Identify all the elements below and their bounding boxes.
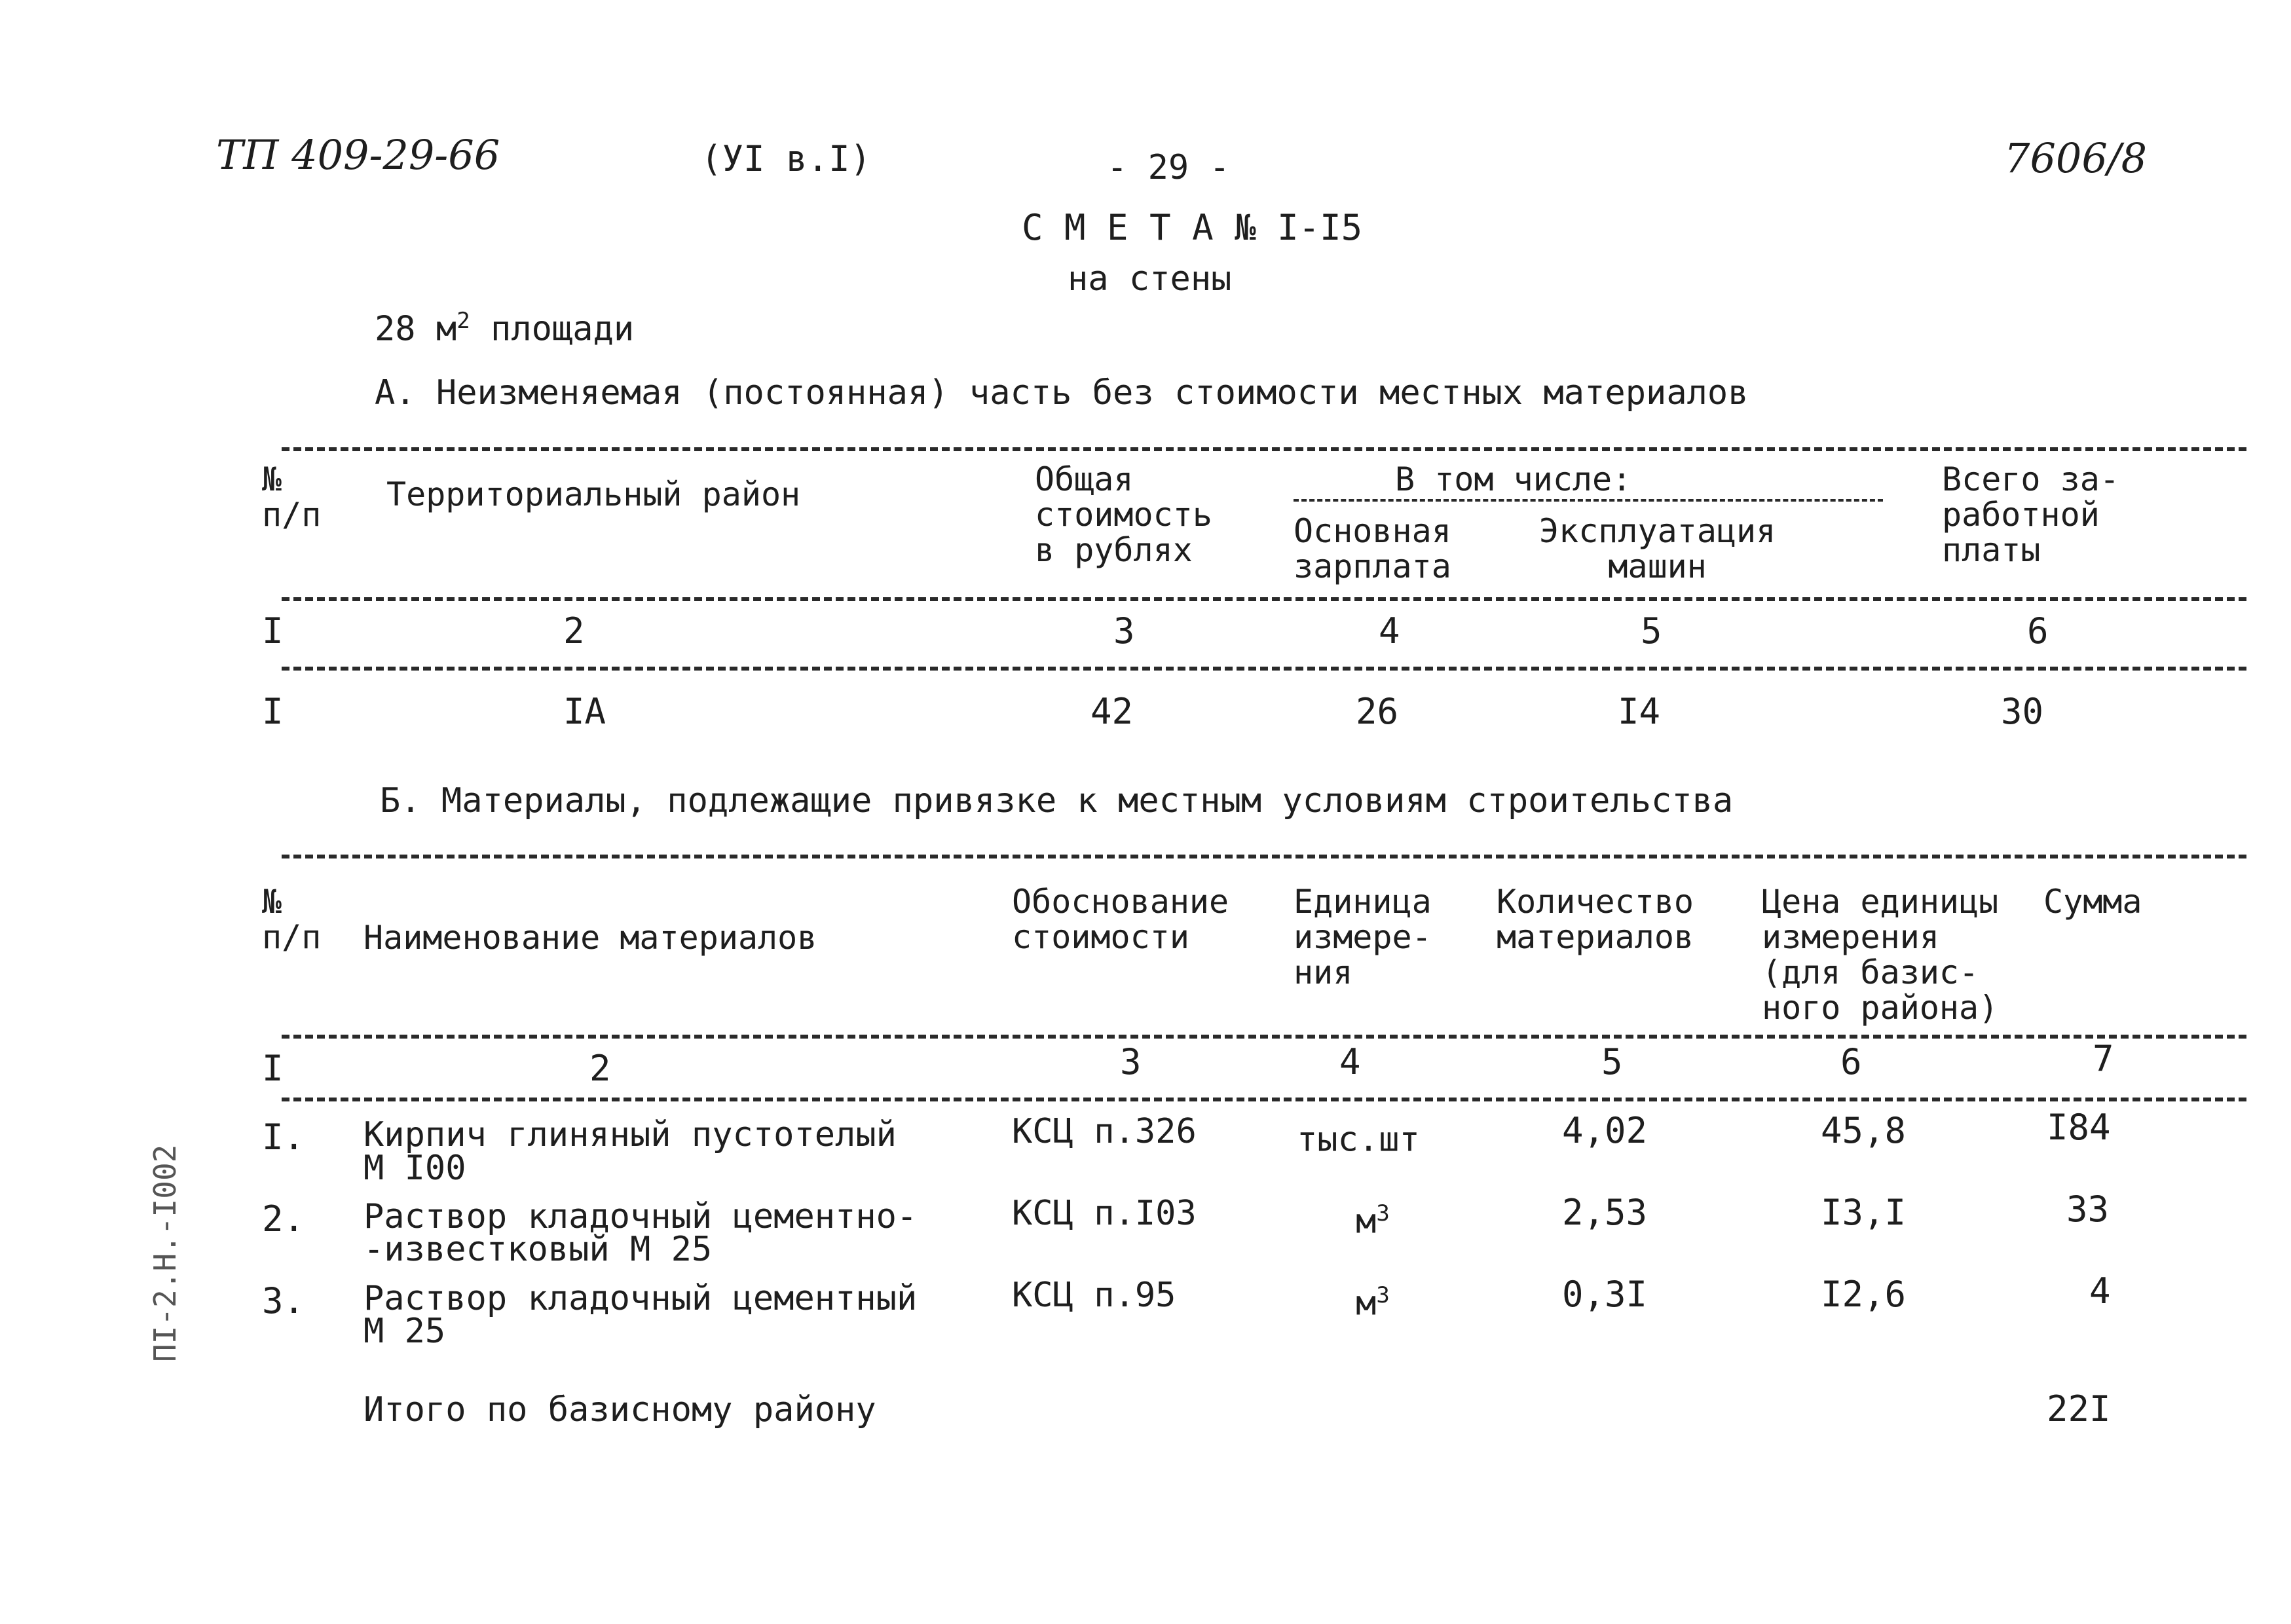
section-b-col-unit-header: Единица измере- ния: [1294, 883, 1432, 991]
section-a-title: А. Неизменяемая (постоянная) часть без стоимости местных материалов: [375, 373, 1749, 413]
section-a-col-including-header: В том числе:: [1395, 460, 1632, 498]
section-a-colnum-1: I: [262, 610, 284, 652]
section-a-col-num-header: № п/п: [262, 460, 322, 534]
section-b-col-sum-header: Сумма: [2043, 883, 2142, 921]
section-a-col-district-header: Территориальный район: [386, 475, 801, 513]
section-a-colnum-3: 3: [1113, 610, 1135, 652]
section-a-col-total-salary-header: Всего за- работной платы: [1942, 460, 2119, 569]
total-value: 22I: [2047, 1388, 2111, 1430]
section-b-colnum-3: 3: [1120, 1041, 1142, 1082]
section-b-col-quantity-header: Количество материалов: [1497, 883, 1694, 956]
section-b-row-basis: КСЦ п.326: [1012, 1112, 1197, 1151]
estimate-subtitle: на стены: [1068, 259, 1232, 299]
section-b-row-sum: 4: [2089, 1270, 2111, 1312]
section-b-row-num: 2.: [262, 1198, 305, 1240]
section-b-row-quantity: 0,3I: [1562, 1274, 1648, 1315]
page-number: - 29 -: [1107, 148, 1230, 187]
section-b-title: Б. Материалы, подлежащие привязке к местным условиям строительства: [380, 781, 1734, 821]
section-b-row-price: I3,I: [1821, 1192, 1907, 1233]
section-a-row-num: I: [262, 691, 284, 732]
section-b-row-price: I2,6: [1821, 1274, 1907, 1315]
section-b-numbers-rule: [282, 1098, 2246, 1101]
section-a-colnum-6: 6: [2027, 610, 2049, 652]
section-a-top-rule: [282, 447, 2246, 451]
section-b-row-name: Кирпич глиняный пустотелый: [363, 1115, 897, 1154]
section-b-row-num: 3.: [262, 1280, 305, 1321]
section-b-row-name: Раствор кладочный цементно-: [363, 1197, 918, 1236]
section-a-col-machines-header: Эксплуатация машин: [1539, 512, 1776, 585]
section-a-row-total-cost: 42: [1090, 691, 1134, 732]
section-a-row-total-salary: 30: [2001, 691, 2044, 732]
section-b-row-sum: 33: [2066, 1189, 2110, 1230]
section-b-row-quantity: 2,53: [1562, 1192, 1648, 1233]
volume-label: (УI в.I): [701, 138, 872, 179]
inventory-number: 7606/8: [2004, 134, 2148, 182]
section-b-col-price-header: Цена единицы измерения (для базис- ного района): [1762, 883, 1999, 1027]
section-b-row-name: Раствор кладочный цементный: [363, 1279, 918, 1318]
section-b-row-sum: I84: [2047, 1107, 2111, 1148]
area-label: 28 $м^2$ площади: [375, 308, 635, 349]
margin-stamp: ПI-2.Н.-I002: [147, 1144, 183, 1362]
section-b-row-basis: КСЦ п.I03: [1012, 1194, 1197, 1233]
section-b-row-basis: КСЦ п.95: [1012, 1276, 1176, 1315]
section-a-numbers-rule: [282, 667, 2246, 671]
section-a-row-machines: I4: [1618, 691, 1661, 732]
section-a-colnum-5: 5: [1641, 610, 1662, 652]
document-code: ТП 409-29-66: [216, 131, 500, 179]
section-b-row-unit: тыс.шт: [1297, 1120, 1420, 1160]
section-b-colnum-2: 2: [589, 1048, 611, 1089]
section-b-row-price: 45,8: [1821, 1110, 1907, 1151]
section-a-col-base-salary-header: Основная зарплата: [1294, 512, 1451, 585]
section-b-colnum-1: I: [262, 1048, 284, 1089]
section-b-top-rule: [282, 855, 2246, 858]
section-a-including-rule: [1294, 499, 1883, 502]
total-label: Итого по базисному району: [363, 1390, 876, 1430]
section-b-row-name-cont: М I00: [363, 1149, 466, 1188]
section-b-colnum-6: 6: [1840, 1041, 1862, 1082]
section-a-colnum-4: 4: [1379, 610, 1400, 652]
section-b-colnum-5: 5: [1601, 1041, 1623, 1082]
section-b-row-num: I.: [262, 1116, 305, 1158]
section-b-row-unit: $м^3$: [1356, 1282, 1390, 1323]
section-a-row-district: IА: [563, 691, 606, 732]
section-b-col-num-header: № п/п: [262, 883, 322, 956]
section-b-row-name-cont: М 25: [363, 1312, 446, 1351]
section-a-row-base-salary: 26: [1356, 691, 1399, 732]
section-b-col-basis-header: Обоснование стоимости: [1012, 883, 1229, 956]
section-b-header-rule: [282, 1035, 2246, 1039]
estimate-title: С М Е Т А № I-I5: [1022, 207, 1363, 248]
section-a-header-rule: [282, 597, 2246, 601]
section-b-row-name-cont: -известковый М 25: [363, 1230, 713, 1269]
section-b-col-name-header: Наименование материалов: [363, 919, 817, 957]
section-a-col-total-cost-header: Общая стоимость в рублях: [1035, 460, 1212, 569]
section-b-row-quantity: 4,02: [1562, 1110, 1648, 1151]
section-a-colnum-2: 2: [563, 610, 585, 652]
section-b-colnum-4: 4: [1339, 1041, 1361, 1082]
section-b-row-unit: $м^3$: [1356, 1200, 1390, 1242]
section-b-colnum-7: 7: [2093, 1038, 2114, 1079]
